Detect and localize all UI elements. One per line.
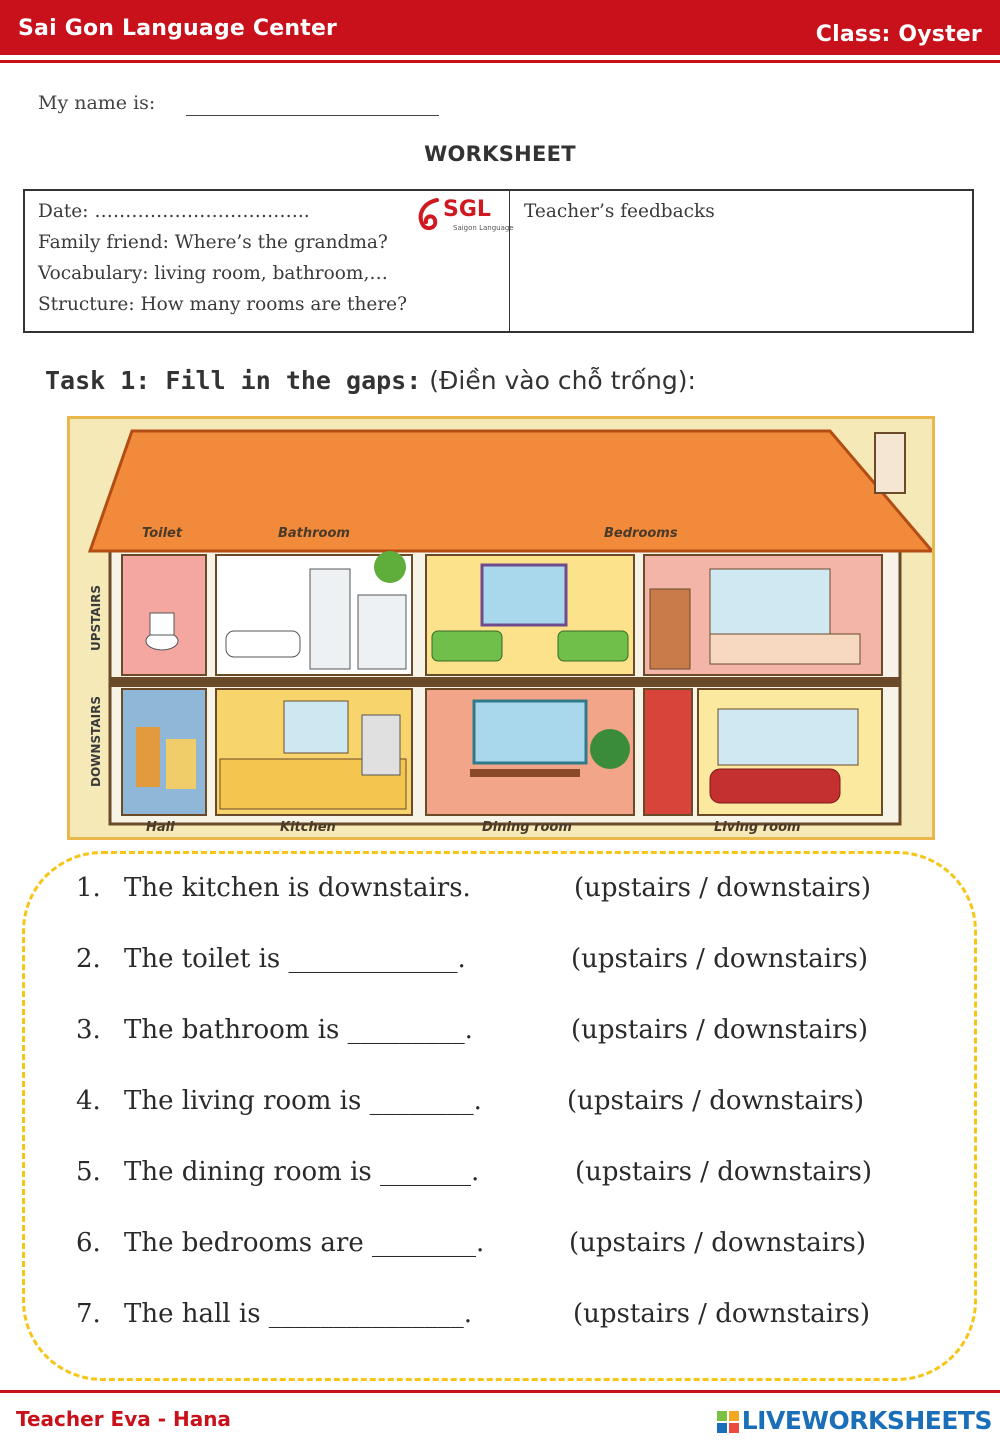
question-options[interactable]: (upstairs / downstairs) (571, 944, 869, 974)
question-number: 5. (76, 1157, 101, 1187)
house-illustration (67, 416, 935, 840)
name-label: My name is: (38, 92, 156, 114)
house-label-kitchen: Kitchen (280, 820, 336, 835)
task-label: Task 1: Fill in the gaps: (45, 366, 422, 395)
liveworksheets-text: LIVEWORKSHEETS (741, 1406, 992, 1435)
header-divider (0, 60, 1000, 63)
info-structure: Structure: How many rooms are there? (38, 294, 408, 315)
question-options[interactable]: (upstairs / downstairs) (573, 1299, 871, 1329)
question-number: 2. (76, 944, 101, 974)
info-table (23, 189, 974, 333)
question-4 (76, 1086, 865, 1116)
task-heading (45, 366, 696, 395)
question-number: 6. (76, 1228, 101, 1258)
house-label-toilet: Toilet (142, 526, 183, 541)
question-2 (76, 944, 869, 974)
name-field[interactable] (186, 115, 439, 116)
question-text[interactable]: The living room is ________. (124, 1086, 482, 1116)
sgl-logo (415, 195, 515, 235)
house-label-upstairs: UPSTAIRS (89, 584, 103, 651)
question-6 (76, 1228, 867, 1258)
question-5 (76, 1157, 873, 1187)
question-text[interactable]: The toilet is _____________. (124, 944, 466, 974)
sgl-logo-sub: Saigon Language (453, 224, 514, 232)
info-vocabulary: Vocabulary: living room, bathroom,… (38, 263, 388, 284)
house-label-bedrooms: Bedrooms (604, 526, 678, 541)
sgl-logo-text: SGL (443, 197, 491, 222)
question-3 (76, 1015, 869, 1045)
info-family-friend: Family friend: Where’s the grandma? (38, 232, 388, 253)
teacher-feedback-label: Teacher’s feedbacks (524, 201, 715, 222)
question-number: 4. (76, 1086, 101, 1116)
task-vietnamese: (Điền vào chỗ trống): (421, 366, 696, 395)
liveworksheets-logo[interactable] (717, 1406, 992, 1435)
house-label-living-room: Living room (714, 820, 801, 835)
worksheet-title: WORKSHEET (424, 142, 576, 166)
question-options[interactable]: (upstairs / downstairs) (574, 873, 872, 903)
liveworksheets-icon (717, 1411, 739, 1433)
question-text: The kitchen is downstairs. (124, 873, 471, 903)
question-text[interactable]: The dining room is _______. (124, 1157, 480, 1187)
question-number: 3. (76, 1015, 101, 1045)
footer-divider (0, 1390, 1000, 1393)
house-label-dining-room: Dining room (482, 820, 572, 835)
question-1 (76, 873, 872, 903)
house-label-hall: Hall (146, 820, 175, 835)
question-text[interactable]: The bedrooms are ________. (124, 1228, 485, 1258)
house-label-downstairs: DOWNSTAIRS (89, 696, 103, 787)
question-options[interactable]: (upstairs / downstairs) (575, 1157, 873, 1187)
question-number: 7. (76, 1299, 101, 1329)
question-text[interactable]: The bathroom is _________. (124, 1015, 473, 1045)
question-options[interactable]: (upstairs / downstairs) (569, 1228, 867, 1258)
school-name: Sai Gon Language Center (18, 16, 338, 41)
question-7 (76, 1299, 871, 1329)
class-name: Class: Oyster (815, 22, 982, 47)
question-options[interactable]: (upstairs / downstairs) (567, 1086, 865, 1116)
question-number: 1. (76, 873, 101, 903)
footer-teacher: Teacher Eva - Hana (16, 1407, 231, 1431)
house-label-bathroom: Bathroom (278, 526, 350, 541)
info-date: Date: …………………………….. (38, 201, 310, 222)
question-text[interactable]: The hall is _______________. (124, 1299, 473, 1329)
question-options[interactable]: (upstairs / downstairs) (571, 1015, 869, 1045)
